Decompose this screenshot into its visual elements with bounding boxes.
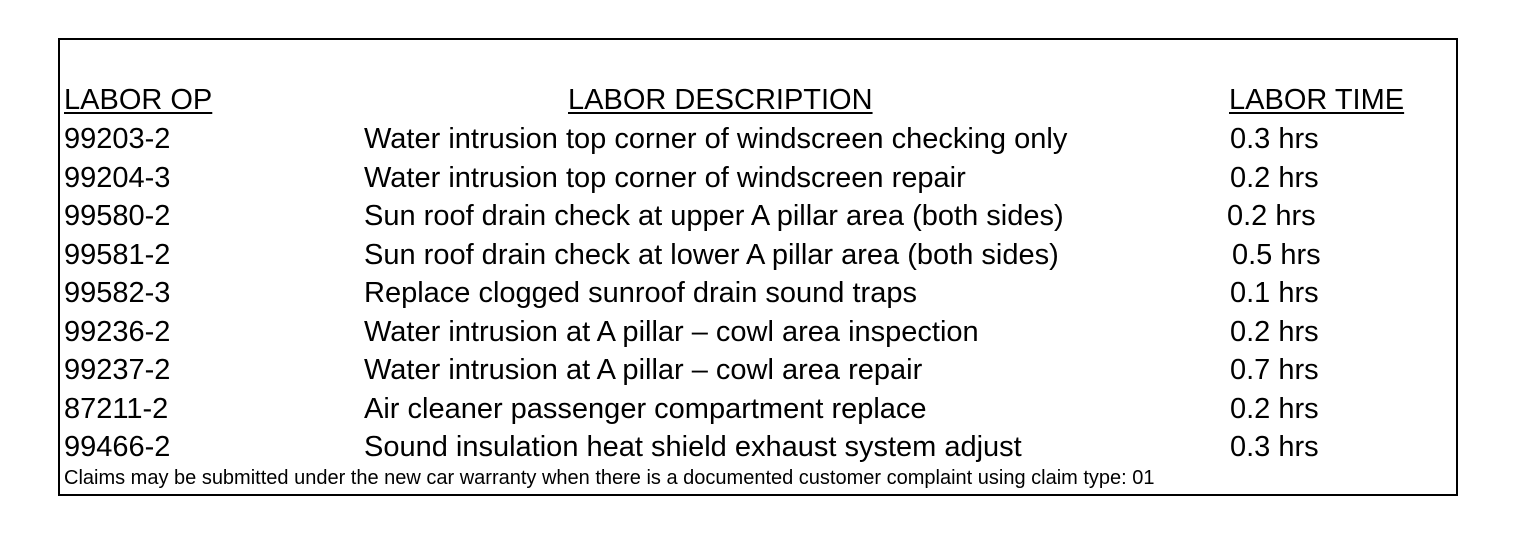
labor-op-cell: 99204-3 [64,161,171,194]
table-row [64,120,1444,159]
labor-time-cell: 0.2 hrs [1230,161,1319,194]
table-row [64,428,1444,467]
claims-footnote: Claims may be submitted under the new car warranty when there is a documented customer complaint using claim type: 01 [64,467,1155,489]
labor-op-cell: 99581-2 [64,238,171,271]
labor-description-cell: Water intrusion at A pillar – cowl area inspection [364,315,979,348]
labor-op-cell: 99580-2 [64,200,171,232]
labor-time-cell: 0.3 hrs [1230,431,1319,463]
labor-time-cell: 0.5 hrs [1232,238,1321,271]
labor-op-cell: 99582-3 [64,277,171,309]
labor-description-cell: Water intrusion at A pillar – cowl area repair [364,354,923,386]
header-labor-time: LABOR TIME [1229,84,1405,116]
labor-op-cell: 99203-2 [64,123,171,155]
labor-description-cell: Water intrusion top corner of windscreen checking only [364,123,1068,155]
labor-time-cell: 0.7 hrs [1230,354,1319,386]
table-row [64,390,1444,429]
table-row [64,274,1444,313]
labor-table-body [64,120,1444,467]
labor-description-cell: Sun roof drain check at lower A pillar area (both sides) [364,238,1059,271]
labor-op-cell: 99466-2 [64,431,171,463]
labor-op-cell: 99237-2 [64,354,171,386]
labor-time-cell: 0.1 hrs [1230,277,1319,309]
labor-description-cell: Sun roof drain check at upper A pillar area (both sides) [364,200,1064,232]
labor-description-cell: Replace clogged sunroof drain sound traps [364,277,917,309]
table-row [64,159,1444,198]
labor-time-cell: 0.2 hrs [1227,200,1316,232]
labor-description-cell: Sound insulation heat shield exhaust system adjust [364,431,1022,463]
labor-time-cell: 0.3 hrs [1230,123,1319,155]
table-row [64,197,1444,236]
labor-description-cell: Air cleaner passenger compartment replace [364,392,927,425]
header-labor-description: LABOR DESCRIPTION [568,84,873,116]
labor-time-cell: 0.2 hrs [1230,392,1319,425]
table-row [64,236,1444,275]
labor-op-cell: 99236-2 [64,315,171,348]
labor-time-cell: 0.2 hrs [1230,315,1319,348]
header-labor-op: LABOR OP [64,84,213,116]
table-row [64,351,1444,390]
labor-description-cell: Water intrusion top corner of windscreen repair [364,161,966,194]
table-row [64,313,1444,352]
labor-op-cell: 87211-2 [64,392,169,425]
